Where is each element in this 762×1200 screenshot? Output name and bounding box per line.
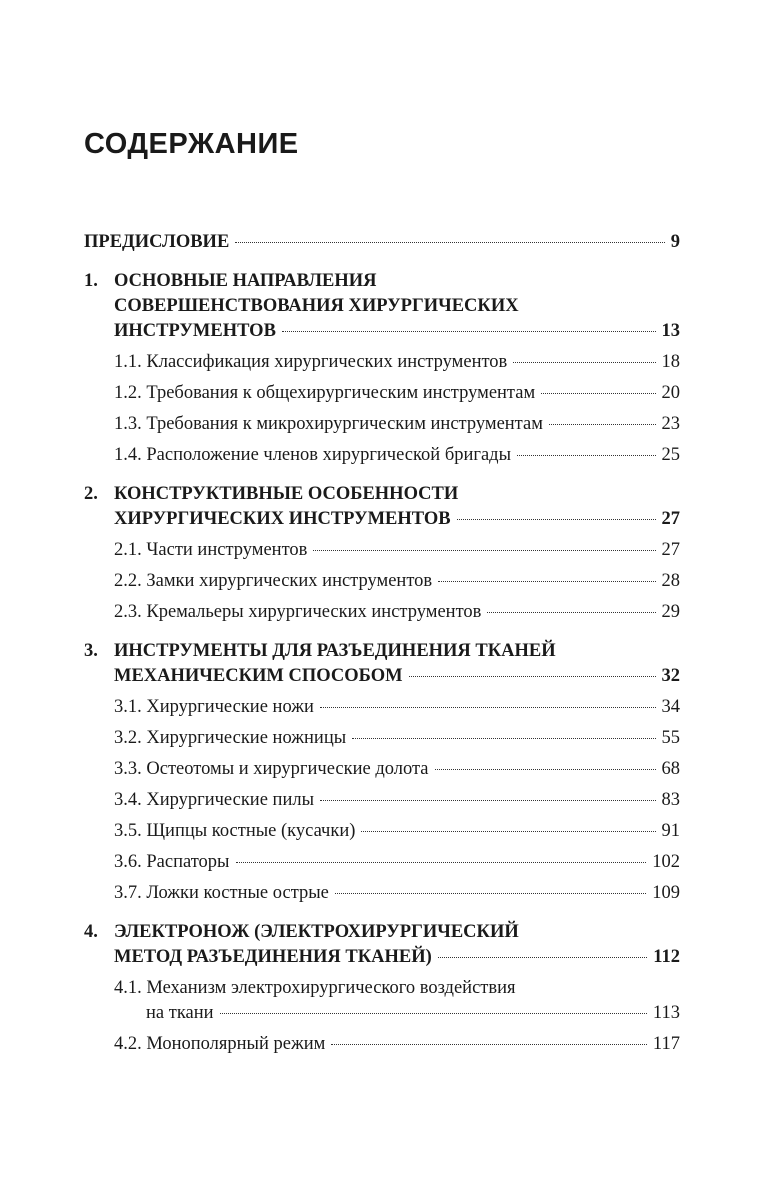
chapter-title-line: ОСНОВНЫЕ НАПРАВЛЕНИЯ (114, 271, 377, 291)
page-number: 117 (652, 1034, 680, 1054)
chapter-number: 3. (84, 641, 98, 661)
page-number: 23 (661, 414, 680, 434)
toc-section[interactable] (84, 569, 680, 594)
entry-label: 3.5. Щипцы костные (кусачки) (114, 821, 356, 841)
dot-leader (409, 676, 656, 677)
dot-leader (313, 550, 655, 551)
chapter-title-line: ИНСТРУМЕНТЫ ДЛЯ РАЗЪЕДИНЕНИЯ ТКАНЕЙ (114, 641, 556, 661)
chapter-title-line: МЕТОД РАЗЪЕДИНЕНИЯ ТКАНЕЙ) (114, 947, 432, 967)
toc-chapter-3 (84, 639, 680, 906)
toc-section[interactable] (84, 443, 680, 468)
dot-leader (320, 800, 655, 801)
dot-leader (513, 362, 655, 363)
toc-section[interactable] (84, 1032, 680, 1057)
toc-section[interactable] (84, 350, 680, 375)
page-number: 13 (661, 321, 680, 341)
dot-leader (331, 1044, 647, 1045)
page-number: 27 (661, 540, 680, 560)
chapter-heading[interactable] (84, 920, 680, 970)
chapter-number: 1. (84, 271, 98, 291)
chapter-heading[interactable] (84, 482, 680, 532)
page-number: 91 (661, 821, 680, 841)
entry-label: 1.1. Классификация хирургических инструментов (114, 352, 508, 372)
page-number: 9 (670, 232, 680, 252)
page-number: 27 (661, 509, 680, 529)
entry-label: 1.2. Требования к общехирургическим инструментам (114, 383, 536, 403)
entry-label: 3.3. Остеотомы и хирургические долота (114, 759, 429, 779)
chapter-number: 4. (84, 922, 98, 942)
chapter-title-line: КОНСТРУКТИВНЫЕ ОСОБЕННОСТИ (114, 484, 459, 504)
toc-section[interactable] (84, 788, 680, 813)
toc-chapter-4 (84, 920, 680, 1057)
page-number: 109 (652, 883, 680, 903)
dot-leader (352, 738, 655, 739)
page-title: СОДЕРЖАНИЕ (84, 128, 299, 160)
chapter-title-line: СОВЕРШЕНСТВОВАНИЯ ХИРУРГИЧЕСКИХ (114, 296, 519, 316)
page-number: 28 (661, 571, 680, 591)
chapter-heading[interactable] (84, 639, 680, 689)
page-number: 25 (661, 445, 680, 465)
dot-leader (549, 424, 656, 425)
dot-leader (487, 612, 655, 613)
page-number: 18 (661, 352, 680, 372)
entry-label: 1.4. Расположение членов хирургической бригады (114, 445, 512, 465)
dot-leader (517, 455, 655, 456)
toc-chapter-2 (84, 482, 680, 625)
chapter-title-line: МЕХАНИЧЕСКИМ СПОСОБОМ (114, 666, 403, 686)
chapter-title-line: ИНСТРУМЕНТОВ (114, 321, 276, 341)
page-number: 20 (661, 383, 680, 403)
dot-leader (282, 331, 656, 332)
entry-label: 3.1. Хирургические ножи (114, 697, 314, 717)
dot-leader (235, 242, 664, 243)
toc-section[interactable] (84, 538, 680, 563)
page-number: 55 (661, 728, 680, 748)
entry-label: 2.1. Части инструментов (114, 540, 308, 560)
page-number: 29 (661, 602, 680, 622)
toc-section[interactable] (84, 976, 680, 1026)
toc-section[interactable] (84, 412, 680, 437)
page-number: 112 (653, 947, 680, 967)
entry-label: на ткани (146, 1003, 214, 1023)
dot-leader (435, 769, 656, 770)
toc-section[interactable] (84, 819, 680, 844)
dot-leader (438, 957, 647, 958)
dot-leader (457, 519, 656, 520)
page-number: 68 (661, 759, 680, 779)
toc-section[interactable] (84, 850, 680, 875)
chapter-title-line: ХИРУРГИЧЕСКИХ ИНСТРУМЕНТОВ (114, 509, 451, 529)
dot-leader (541, 393, 655, 394)
page-number: 113 (652, 1003, 680, 1023)
chapter-heading[interactable] (84, 269, 680, 344)
dot-leader (236, 862, 647, 863)
entry-label: 2.3. Кремальеры хирургических инструментов (114, 602, 482, 622)
page-number: 83 (661, 790, 680, 810)
entry-label: 4.2. Монополярный режим (114, 1034, 326, 1054)
toc-section[interactable] (84, 381, 680, 406)
dot-leader (438, 581, 655, 582)
toc-section[interactable] (84, 757, 680, 782)
toc-section[interactable] (84, 881, 680, 906)
chapter-title-line: ЭЛЕКТРОНОЖ (ЭЛЕКТРОХИРУРГИЧЕСКИЙ (114, 922, 519, 942)
page-number: 102 (652, 852, 680, 872)
dot-leader (335, 893, 646, 894)
toc-section[interactable] (84, 695, 680, 720)
dot-leader (320, 707, 656, 708)
dot-leader (220, 1013, 647, 1014)
page-number: 32 (661, 666, 680, 686)
entry-label: 3.4. Хирургические пилы (114, 790, 315, 810)
toc-section[interactable] (84, 600, 680, 625)
table-of-contents (84, 230, 680, 1057)
entry-label: 1.3. Требования к микрохирургическим инструментам (114, 414, 543, 434)
page-number: 34 (661, 697, 680, 717)
dot-leader (361, 831, 655, 832)
entry-label: 2.2. Замки хирургических инструментов (114, 571, 433, 591)
entry-label: 3.6. Распаторы (114, 852, 230, 872)
entry-label: ПРЕДИСЛОВИЕ (84, 232, 230, 252)
toc-chapter-1 (84, 269, 680, 468)
chapter-number: 2. (84, 484, 98, 504)
toc-section[interactable] (84, 726, 680, 751)
toc-entry-preface[interactable] (84, 230, 680, 255)
entry-label-line: 4.1. Механизм электрохирургического воздействия (114, 978, 516, 998)
entry-label: 3.7. Ложки костные острые (114, 883, 329, 903)
entry-label: 3.2. Хирургические ножницы (114, 728, 347, 748)
